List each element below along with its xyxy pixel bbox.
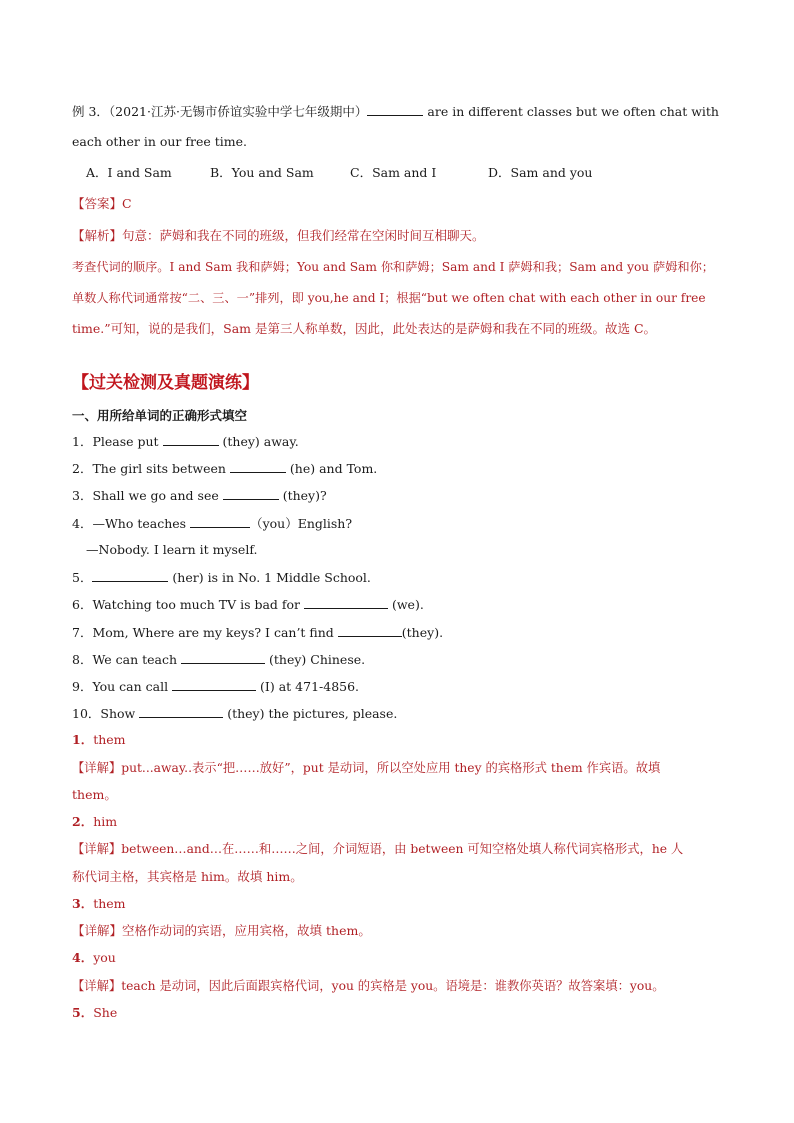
answer-blank	[172, 678, 256, 691]
answer-word: them	[93, 732, 126, 747]
analysis-line2: 考查代词的顺序。I and Sam 我和萨姆；You and Sam 你和萨姆；Sam and I 萨姆和我；Sam and you 萨姆和你；	[72, 260, 714, 274]
answer-word: She	[93, 1005, 118, 1020]
answer-word: him	[93, 814, 118, 829]
answer-blank	[139, 705, 223, 718]
answer-line	[72, 196, 132, 212]
answer-blank	[181, 651, 265, 664]
section-title: 【过关检测及真题演练】	[72, 373, 259, 393]
answer-item	[72, 896, 126, 912]
section-subtitle: 一、用所给单词的正确形式填空	[72, 408, 248, 423]
question-text: 2．The girl sits between	[72, 461, 230, 476]
question-reply: —Nobody. I learn it myself.	[86, 542, 258, 557]
question-text: 3．Shall we go and see	[72, 488, 223, 503]
question-hint: (they) the pictures, please.	[223, 706, 398, 721]
question-item	[72, 487, 327, 504]
answer-item	[72, 950, 116, 966]
question-item	[72, 678, 359, 695]
question-text: 6．Watching too much TV is bad for	[72, 597, 304, 612]
detail-text: between…and…在……和……之间，介词短语，由 between 可知空格处填人称代词宾格形式，he 人	[121, 842, 684, 856]
answer-blank	[367, 103, 423, 116]
option-d: D．Sam and you	[488, 165, 593, 180]
answer-detail	[72, 841, 683, 857]
question-item	[72, 705, 397, 722]
question-item	[72, 651, 365, 668]
answer-blank	[92, 569, 168, 582]
analysis-line3: 单数人称代词通常按“二、三、一”排列，即 you,he and I；根据“but we often chat with each other in our free	[72, 291, 706, 305]
question-item	[72, 624, 443, 641]
answer-detail	[72, 923, 371, 939]
question-hint: (they) Chinese.	[265, 652, 366, 667]
answer-tag: 【答案】	[72, 196, 123, 211]
example-question-line1	[72, 103, 719, 120]
detail-tag: 【详解】	[72, 979, 122, 993]
detail-text: put...away..表示“把……放好”，put 是动词，所以空处应用 they 的宾格形式 them 作宾语。故填	[121, 761, 661, 775]
detail-tag: 【详解】	[72, 842, 122, 856]
example-label: 例 3．（2021·江苏·无锡市侨谊实验中学七年级期中）	[72, 104, 368, 119]
question-item	[72, 460, 377, 477]
option-c: C．Sam and I	[350, 165, 437, 180]
analysis-line4: time.”可知，说的是我们，Sam 是第三人称单数，因此，此处表达的是萨姆和我在不同的班级。故选 C。	[72, 321, 657, 336]
answer-detail-cont: 称代词主格，其宾格是 him。故填 him。	[72, 869, 303, 884]
answer-value: C	[122, 196, 132, 211]
question-hint: (they).	[401, 625, 444, 640]
question-text: 9．You can call	[72, 679, 173, 694]
option-b: B．You and Sam	[210, 165, 314, 180]
question-hint: （you）English?	[250, 516, 353, 531]
question-hint: (they)?	[278, 488, 327, 503]
question-hint: (her) is in No. 1 Middle School.	[168, 570, 371, 585]
example-question-line2: each other in our free time.	[72, 134, 247, 149]
answer-number: 5．	[72, 1005, 94, 1020]
answer-item	[72, 1005, 117, 1021]
detail-text: 空格作动词的宾语，应用宾格，故填 them。	[122, 923, 371, 938]
question-hint: (we).	[388, 597, 424, 612]
analysis-tag: 【解析】	[72, 228, 123, 243]
answer-detail-cont: them。	[72, 787, 117, 802]
answer-number: 3．	[72, 896, 94, 911]
question-hint: (I) at 471-4856.	[256, 679, 360, 694]
answer-blank	[223, 487, 279, 500]
example-text: are in different classes but we often chat with	[423, 104, 719, 119]
answer-blank	[304, 596, 388, 609]
question-item	[72, 569, 371, 586]
question-text: 4．—Who teaches	[72, 516, 191, 531]
question-text: 1．Please put	[72, 434, 163, 449]
answer-item	[72, 814, 117, 830]
answer-number: 4．	[72, 950, 94, 965]
answer-number: 1．	[72, 732, 94, 747]
answer-word: them	[93, 896, 126, 911]
answer-blank	[163, 433, 219, 446]
question-text: 10．Show	[72, 706, 140, 721]
question-item	[72, 515, 352, 532]
answer-word: you	[93, 950, 116, 965]
analysis-line1	[72, 228, 485, 244]
question-text: 8．We can teach	[72, 652, 182, 667]
answer-number: 2．	[72, 814, 94, 829]
question-hint: (he) and Tom.	[285, 461, 378, 476]
answer-blank	[338, 624, 402, 637]
question-item	[72, 596, 424, 613]
question-text: 7．Mom, Where are my keys? I can’t find	[72, 625, 338, 640]
option-a: A．I and Sam	[86, 165, 172, 180]
detail-tag: 【详解】	[72, 761, 122, 775]
answer-blank	[230, 460, 286, 473]
answer-detail	[72, 978, 665, 994]
answer-blank	[190, 515, 250, 528]
answer-item	[72, 732, 126, 748]
detail-text: teach 是动词，因此后面跟宾格代词，you 的宾格是 you。语境是：谁教你英语？故答案填：you。	[121, 979, 665, 993]
question-item	[72, 433, 299, 450]
answer-detail	[72, 760, 660, 776]
analysis-text: 句意：萨姆和我在不同的班级，但我们经常在空闲时间互相聊天。	[122, 228, 485, 243]
detail-tag: 【详解】	[72, 923, 123, 938]
question-text: 5．	[72, 570, 93, 585]
question-hint: (they) away.	[218, 434, 299, 449]
